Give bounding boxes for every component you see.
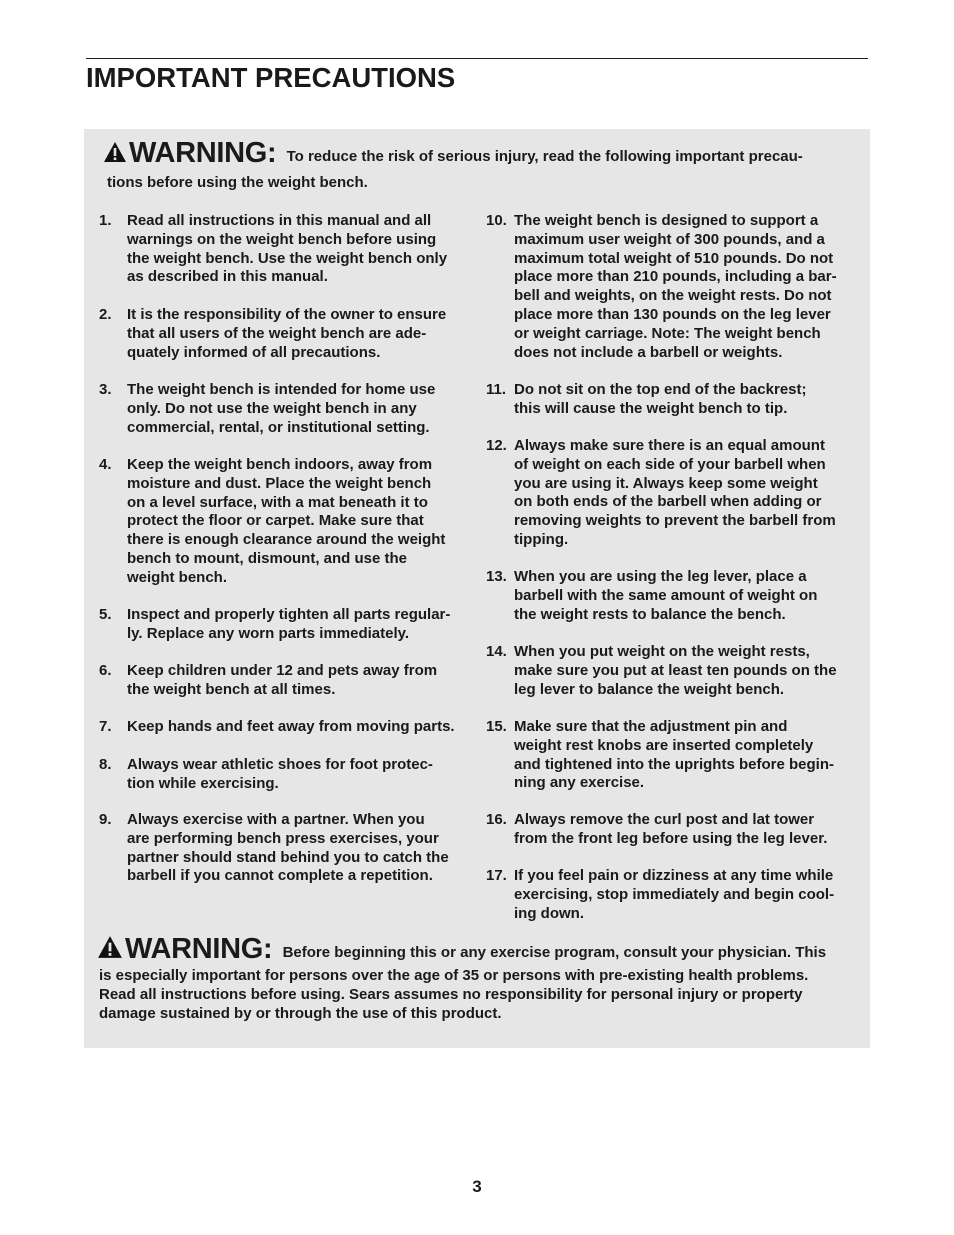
item-number: 1. (99, 212, 112, 229)
warning-body (99, 966, 859, 1023)
item-text-line: the weight bench at all times. (127, 680, 336, 698)
item-number: 6. (99, 662, 112, 679)
item-text (127, 718, 474, 737)
item-text-line: make sure you put at least ten pounds on the (514, 661, 837, 679)
item-text (514, 568, 861, 624)
item-text-line: Always remove the curl post and lat tower (514, 811, 815, 828)
item-text (514, 437, 861, 550)
item-number: 15. (486, 718, 507, 735)
item-text-line: does not include a barbell or weights. (514, 343, 783, 361)
item-text-line: partner should stand behind you to catch the (127, 848, 449, 866)
item-text-line: Inspect and properly tighten all parts regular- (127, 606, 451, 623)
warning-text-line: Read all instructions before using. Sears assumes no responsibility for personal injury or property (99, 986, 803, 1003)
item-text-line: there is enough clearance around the weight (127, 531, 446, 549)
item-text-line: Read all instructions in this manual and all (127, 212, 432, 229)
item-text-line: The weight bench is designed to support a (514, 212, 819, 229)
item-text-line: weight bench. (127, 568, 228, 586)
item-text-line: from the front leg before using the leg lever. (514, 829, 828, 847)
item-text-line: bench to mount, dismount, and use the (127, 549, 407, 567)
warning-text-line: To reduce the risk of serious injury, read the following important precau- (286, 148, 803, 165)
warning-label: WARNING: (129, 137, 277, 169)
item-text-line: place more than 130 pounds on the leg lever (514, 305, 831, 323)
item-text-line: protect the floor or carpet. Make sure that (127, 512, 424, 530)
item-text-line: and tightened into the uprights before begin- (514, 755, 834, 773)
page-title: IMPORTANT PRECAUTIONS (86, 62, 456, 93)
item-text-line: The weight bench is intended for home use (127, 381, 436, 398)
item-text-line: Make sure that the adjustment pin and (514, 718, 788, 735)
item-text-line: on a level surface, with a mat beneath it to (127, 493, 428, 511)
item-text (127, 811, 474, 886)
warning-label: WARNING: (125, 933, 273, 965)
item-number: 9. (99, 811, 112, 828)
warning-text-line: tions before using the weight bench. (107, 174, 368, 191)
item-number: 4. (99, 456, 112, 473)
item-text (514, 381, 861, 419)
item-text (514, 643, 861, 699)
item-text (127, 212, 474, 287)
item-text-line: maximum user weight of 300 pounds, and a (514, 230, 825, 248)
item-text (127, 456, 474, 588)
item-number: 2. (99, 306, 112, 323)
item-text (514, 212, 861, 362)
item-text-line: maximum total weight of 510 pounds. Do not (514, 249, 834, 267)
item-number: 10. (486, 212, 507, 229)
item-text-line: Always make sure there is an equal amount (514, 437, 825, 454)
item-text-line: Keep children under 12 and pets away from (127, 662, 438, 679)
item-text-line: the weight bench. Use the weight bench only (127, 249, 448, 267)
item-text-line: Always exercise with a partner. When you (127, 811, 425, 828)
item-text (514, 811, 861, 849)
item-text-line: removing weights to prevent the barbell from (514, 512, 836, 530)
item-number: 17. (486, 867, 507, 884)
item-number: 3. (99, 381, 112, 398)
page-number: 3 (472, 1177, 482, 1196)
item-text (514, 718, 861, 793)
item-text (127, 756, 474, 794)
item-number: 8. (99, 756, 112, 773)
item-text-line: exercising, stop immediately and begin cool- (514, 885, 835, 903)
item-text-line: of weight on each side of your barbell when (514, 455, 826, 473)
item-text-line: only. Do not use the weight bench in any (127, 399, 417, 417)
item-text-line: It is the responsibility of the owner to ensure (127, 306, 447, 323)
item-text-line: leg lever to balance the weight bench. (514, 680, 785, 698)
item-number: 11. (486, 381, 507, 398)
item-text-line: Do not sit on the top end of the backrest; (514, 381, 807, 398)
item-text-line: ning any exercise. (514, 774, 645, 792)
item-text-line: you are using it. Always keep some weight (514, 474, 818, 492)
item-number: 13. (486, 568, 507, 585)
warning-triangle-icon (103, 141, 127, 163)
warning-text-line: damage sustained by or through the use of this product. (99, 1005, 502, 1022)
item-text-line: If you feel pain or dizziness at any time while (514, 867, 834, 884)
item-number: 5. (99, 606, 112, 623)
item-number: 16. (486, 811, 507, 828)
item-text (514, 867, 861, 923)
item-text-line: ly. Replace any worn parts immediately. (127, 624, 410, 642)
item-text-line: quately informed of all precautions. (127, 343, 381, 361)
item-text-line: Always wear athletic shoes for foot protec- (127, 756, 433, 773)
item-text-line: weight rest knobs are inserted completely (514, 736, 814, 754)
item-text-line: as described in this manual. (127, 268, 328, 286)
item-text-line: are performing bench press exercises, your (127, 829, 439, 847)
warning-text-line: is especially important for persons over the age of 35 or persons with pre-existing health problems. (99, 967, 809, 984)
item-text-line: bell and weights, on the weight rests. Do not (514, 287, 832, 305)
item-text-line: ing down. (514, 904, 584, 922)
top-rule (86, 58, 868, 59)
item-text-line: barbell if you cannot complete a repetition. (127, 867, 433, 885)
item-number: 7. (99, 718, 112, 735)
item-number: 14. (486, 643, 507, 660)
item-text-line: tipping. (514, 530, 569, 548)
warning-text-line: Before beginning this or any exercise program, consult your physician. This (282, 944, 827, 961)
item-text (127, 381, 474, 437)
item-text-line: commercial, rental, or institutional setting. (127, 418, 430, 436)
item-text-line: place more than 210 pounds, including a bar- (514, 268, 837, 286)
item-text (127, 662, 474, 700)
item-text-line: or weight carriage. Note: The weight bench (514, 324, 821, 342)
item-text (127, 606, 474, 644)
warning-header-top (103, 137, 863, 169)
item-text-line: When you are using the leg lever, place a (514, 568, 807, 585)
warning-triangle-icon (97, 935, 123, 959)
item-text-line: moisture and dust. Place the weight bench (127, 474, 432, 492)
item-text-line: tion while exercising. (127, 774, 279, 792)
item-text (127, 306, 474, 362)
warning-header-bottom (97, 933, 857, 965)
item-text-line: When you put weight on the weight rests, (514, 643, 810, 660)
item-text-line: Keep the weight bench indoors, away from (127, 456, 433, 473)
item-text-line: that all users of the weight bench are ade- (127, 324, 427, 342)
item-text-line: this will cause the weight bench to tip. (514, 399, 788, 417)
item-text-line: on both ends of the barbell when adding or (514, 493, 822, 511)
item-text-line: Keep hands and feet away from moving parts. (127, 718, 455, 735)
item-number: 12. (486, 437, 507, 454)
item-text-line: barbell with the same amount of weight on (514, 586, 818, 604)
item-text-line: the weight rests to balance the bench. (514, 605, 786, 623)
item-text-line: warnings on the weight bench before using (127, 230, 437, 248)
